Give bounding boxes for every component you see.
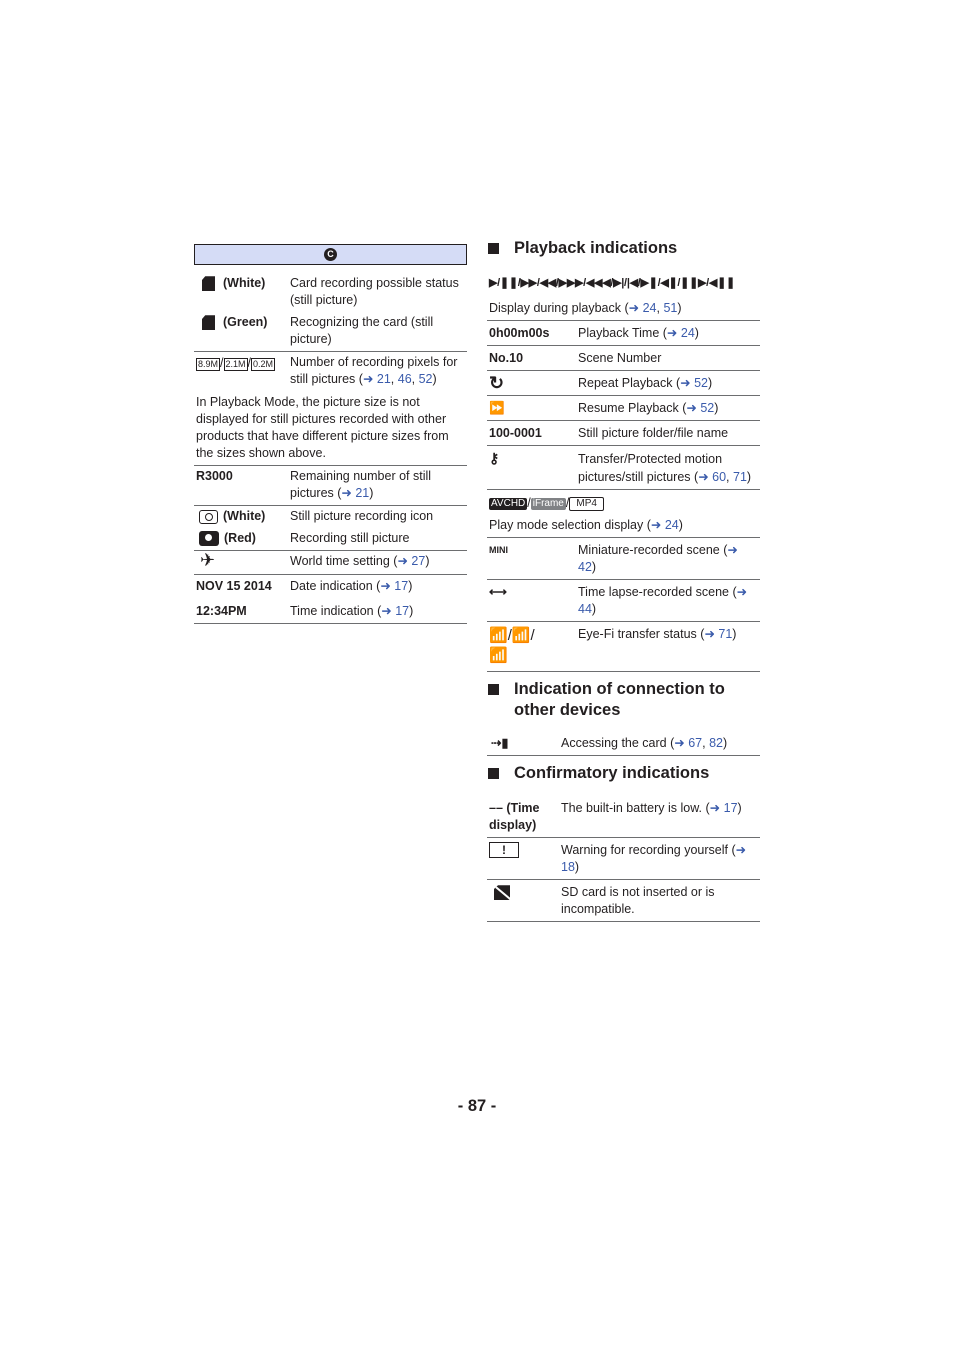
desc-text: Warning for recording yourself (	[561, 843, 736, 857]
page-link[interactable]: 42	[578, 560, 592, 574]
arrow-icon: ➜	[736, 585, 748, 599]
arrow-icon: ➜	[380, 579, 395, 593]
page-number: - 87 -	[457, 1097, 497, 1115]
separator: /	[247, 356, 251, 370]
page-link[interactable]: 24	[680, 326, 695, 340]
page-link[interactable]: 71	[733, 470, 747, 484]
battery-key: –– (Time display)	[487, 798, 559, 838]
table-row	[487, 538, 760, 580]
desc-text: Playback Time (	[578, 326, 667, 340]
left-column	[194, 244, 467, 624]
table-row	[487, 421, 760, 446]
page-link[interactable]: 44	[578, 602, 592, 616]
close-paren: )	[425, 554, 430, 568]
time-lapse-icon: ⟷	[487, 580, 576, 622]
desc-text: Time lapse-recorded scene (	[578, 585, 737, 599]
playback-note: In Playback Mode, the picture size is not displayed for still pictures recorded with other products that have different picture sizes from the sizes shown above.	[196, 395, 449, 460]
row-key: 0h00m00s	[487, 321, 576, 346]
page-link[interactable]: 17	[394, 579, 409, 593]
row-label: (Green)	[223, 315, 268, 329]
arrow-icon: ➜	[397, 554, 412, 568]
pixel-size-icon: 0.2M	[253, 359, 274, 369]
desc-text: Remaining number of still pictures (	[290, 469, 432, 500]
table-row	[487, 622, 760, 672]
table-row	[487, 371, 760, 396]
heading-text: Indication of connection to other devices	[514, 680, 725, 719]
page-link[interactable]: 60	[712, 470, 727, 484]
wifi-icon: 📶	[489, 627, 508, 644]
connection-heading	[487, 679, 760, 721]
page-link[interactable]: 82	[709, 736, 723, 750]
row-label: (White)	[223, 276, 266, 290]
pixel-size-icon: 2.1M	[225, 359, 246, 369]
page-link[interactable]: 18	[561, 860, 575, 874]
no-sd-card-icon	[494, 885, 510, 900]
confirm-heading	[487, 763, 760, 784]
row-desc: Card recording possible status (still picture)	[290, 276, 459, 307]
close-paren: )	[591, 602, 597, 616]
close-paren: )	[678, 518, 683, 532]
arrow-icon: ➜	[709, 801, 724, 815]
indications-table-left-2	[194, 465, 467, 624]
table-row	[487, 346, 760, 371]
table-row	[487, 838, 760, 880]
table-row	[194, 598, 467, 624]
time-key: 12:34PM	[194, 598, 288, 624]
page-link[interactable]: 27	[411, 554, 426, 568]
page-link[interactable]: 24	[642, 301, 657, 315]
separator: /	[565, 496, 570, 510]
desc-text: Miniature-recorded scene (	[578, 543, 728, 557]
arrow-icon: ➜	[698, 470, 713, 484]
close-paren: )	[409, 604, 414, 618]
table-row	[487, 798, 760, 838]
separator: /	[220, 356, 224, 370]
page-link[interactable]: 17	[723, 801, 738, 815]
desc-text: Play mode selection display (	[489, 518, 651, 532]
page-link[interactable]: 51	[663, 301, 678, 315]
table-row: ⇢▮ Accessing the card (➜ 67, 82)	[487, 733, 760, 756]
row-desc: Scene Number	[576, 346, 760, 371]
close-paren: )	[591, 560, 597, 574]
page-link[interactable]: 52	[418, 372, 433, 386]
page-link[interactable]: 52	[700, 401, 715, 415]
arrow-icon: ➜	[674, 736, 689, 750]
desc-text: Accessing the card (	[561, 736, 675, 750]
arrow-icon: ➜	[727, 543, 738, 557]
page-link[interactable]: 21	[376, 372, 391, 386]
page-link[interactable]: 17	[395, 604, 410, 618]
arrow-icon: ➜	[735, 843, 747, 857]
row-label: (White)	[223, 509, 266, 523]
mode-bar	[194, 244, 467, 265]
desc-text: Repeat Playback (	[578, 376, 681, 390]
table-row	[194, 551, 467, 575]
page-link[interactable]: 71	[718, 627, 733, 641]
eyefi-icons: 📶/📶/ 📶	[487, 622, 576, 672]
arrow-icon: ➜	[341, 486, 356, 500]
right-column	[487, 238, 760, 922]
remaining-key: R3000	[194, 466, 288, 506]
wifi-off-icon: 📶	[489, 647, 508, 664]
desc-text: World time setting (	[290, 554, 398, 568]
row-desc: Number of recording pixels for still pictures (➜ 21, 46, 52)	[290, 355, 458, 386]
play-mode-icons	[487, 490, 760, 515]
mp4-badge: MP4	[569, 497, 604, 511]
close-paren: )	[737, 801, 742, 815]
heading-text: Playback indications	[514, 239, 678, 257]
desc-text: Transfer/Protected motion pictures/still pictures (	[578, 452, 723, 484]
table-row	[487, 396, 760, 421]
page-link[interactable]: 21	[355, 486, 370, 500]
avchd-badge: AVCHD	[491, 497, 526, 509]
table-row	[194, 575, 467, 599]
playback-symbols: ▶/❚❚/▶▶/◀◀/▶▶▶/◀◀◀/▶|/|◀/▶❚/◀❚/❚❚▶/◀❚❚	[489, 277, 735, 289]
card-access-icon: ⇢▮	[487, 733, 559, 756]
row-key: No.10	[487, 346, 576, 371]
separator: /	[527, 496, 531, 510]
table-row	[487, 880, 760, 922]
desc-text: Number of recording pixels for still pictures (	[290, 355, 458, 386]
table-row	[194, 506, 467, 529]
desc-text: Resume Playback (	[578, 401, 687, 415]
arrow-icon: ➜	[666, 326, 681, 340]
scene-table	[487, 538, 760, 672]
page-link[interactable]: 46	[397, 372, 412, 386]
row-label: (Red)	[224, 531, 256, 545]
symbols-desc: Display during playback (➜ 24, 51)	[487, 298, 760, 321]
key-icon: ⚷	[487, 446, 576, 490]
bullet-square-icon	[488, 768, 499, 779]
close-paren: )	[574, 860, 580, 874]
desc-text: The built-in battery is low. (	[561, 801, 710, 815]
row-desc: Still picture recording icon	[290, 509, 434, 523]
arrow-icon: ➜	[362, 372, 377, 386]
page-link[interactable]: 67	[688, 736, 703, 750]
close-paren: )	[694, 326, 699, 340]
bullet-square-icon	[488, 243, 499, 254]
desc-text: Display during playback (	[489, 301, 629, 315]
table-row	[194, 352, 467, 392]
close-paren: )	[732, 627, 737, 641]
close-paren: )	[432, 372, 437, 386]
page-link[interactable]: 52	[694, 376, 708, 390]
bullet-square-icon	[488, 684, 499, 695]
arrow-icon: ➜	[704, 627, 719, 641]
table-row	[194, 312, 467, 352]
arrow-icon: ➜	[628, 301, 643, 315]
desc-text: Date indication (	[290, 579, 381, 593]
row-key: 100-0001	[487, 421, 576, 446]
repeat-icon: ↻	[487, 371, 576, 396]
confirm-table	[487, 798, 760, 922]
date-key: NOV 15 2014	[196, 579, 272, 593]
close-paren: )	[369, 486, 374, 500]
heading-text: Confirmatory indications	[514, 764, 710, 782]
card-white-icon	[202, 276, 215, 291]
play-mode-desc	[487, 515, 760, 538]
iframe-badge: iFrame	[532, 497, 564, 509]
close-paren: )	[746, 470, 752, 484]
table-row	[487, 321, 760, 346]
row-desc: Recognizing the card (still picture)	[288, 312, 467, 352]
desc-text: Eye-Fi transfer status (	[578, 627, 705, 641]
table-row	[487, 580, 760, 622]
table-row	[194, 528, 467, 551]
connection-table	[487, 733, 760, 756]
playback-table	[487, 321, 760, 490]
arrow-icon: ➜	[686, 401, 701, 415]
mini-icon: MINI	[487, 538, 576, 580]
desc-text: Time indication (	[290, 604, 382, 618]
row-desc: Still picture folder/file name	[576, 421, 760, 446]
close-paren: )	[708, 376, 713, 390]
arrow-icon: ➜	[650, 518, 665, 532]
table-row	[194, 466, 467, 506]
camera-mode-icon: C	[324, 248, 337, 261]
pixel-size-icon: 8.9M	[198, 359, 219, 369]
row-desc: SD card is not inserted or is incompatible.	[559, 880, 760, 922]
camera-outline-icon	[199, 510, 218, 524]
card-green-icon	[202, 315, 215, 330]
row-desc: Recording still picture	[288, 528, 467, 551]
close-paren: )	[714, 401, 719, 415]
warning-icon: !	[489, 842, 519, 858]
camera-filled-icon	[199, 531, 219, 546]
close-paren: )	[408, 579, 413, 593]
wifi-upload-icon: 📶	[511, 627, 531, 644]
table-row: ⚷ Transfer/Protected motion pictures/still pictures (➜ 60, 71)	[487, 446, 760, 490]
arrow-icon: ➜	[680, 376, 695, 390]
page-link[interactable]: 24	[664, 518, 679, 532]
close-paren: )	[722, 736, 728, 750]
table-row	[194, 265, 467, 312]
indications-table-left	[194, 265, 467, 391]
resume-icon: ⏩	[487, 396, 576, 421]
airplane-icon: ✈	[200, 550, 216, 570]
arrow-icon: ➜	[381, 604, 396, 618]
playback-heading	[487, 238, 760, 259]
